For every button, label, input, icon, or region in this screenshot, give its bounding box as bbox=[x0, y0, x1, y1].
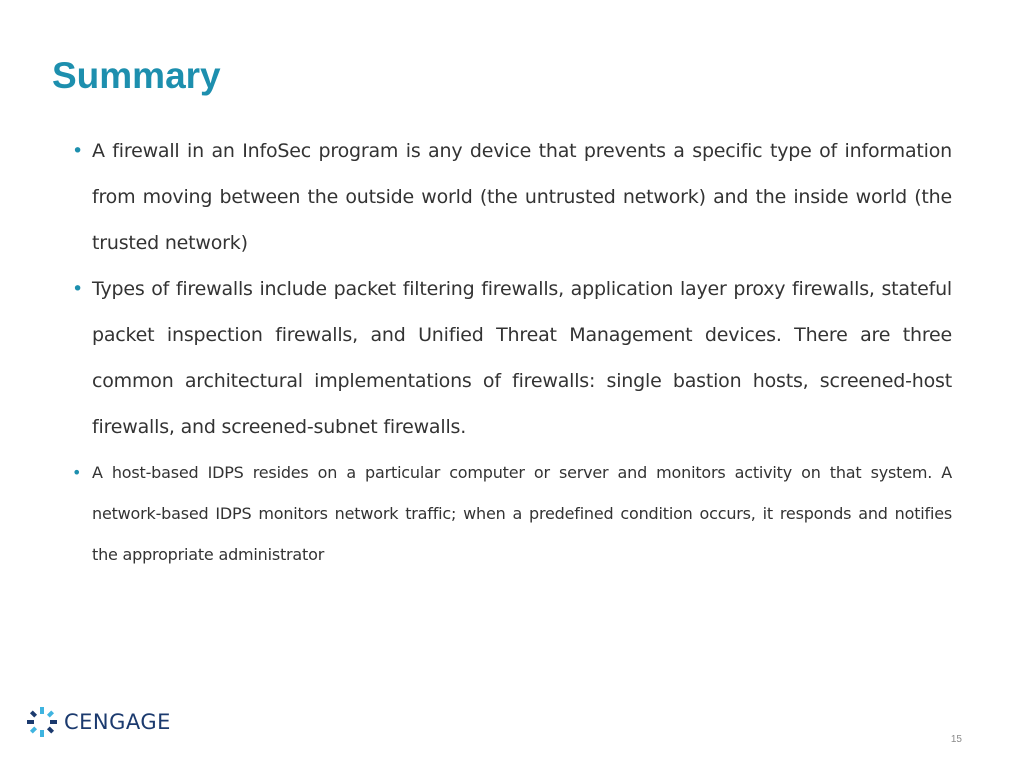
bullet-item-idps: • A host-based IDPS resides on a particular computer or server and monitors activity on that system. A network-based IDPS monitors network traffic; when a predefined condition occurs, it responds and notifies the appropriate administrator bbox=[72, 452, 952, 575]
cengage-logo bbox=[26, 706, 171, 738]
cengage-pinwheel-icon bbox=[26, 706, 58, 738]
bullet-item-firewall-definition: • A firewall in an InfoSec program is any device that prevents a specific type of information from moving between the outside world (the untrusted network) and the inside world (the trusted network) bbox=[72, 128, 952, 266]
bullet-item-firewall-types: • Types of firewalls include packet filtering firewalls, application layer proxy firewalls, stateful packet inspection firewalls, and Unified Threat Management devices. There are three common architectural implementations of firewalls: single bastion hosts, screened-host firewalls, and screened-subnet firewalls. bbox=[72, 266, 952, 450]
bullet-list bbox=[72, 128, 952, 575]
slide-title: Summary bbox=[52, 55, 221, 96]
cengage-logo-text: CENGAGE bbox=[64, 710, 171, 734]
page-number: 15 bbox=[950, 734, 962, 745]
